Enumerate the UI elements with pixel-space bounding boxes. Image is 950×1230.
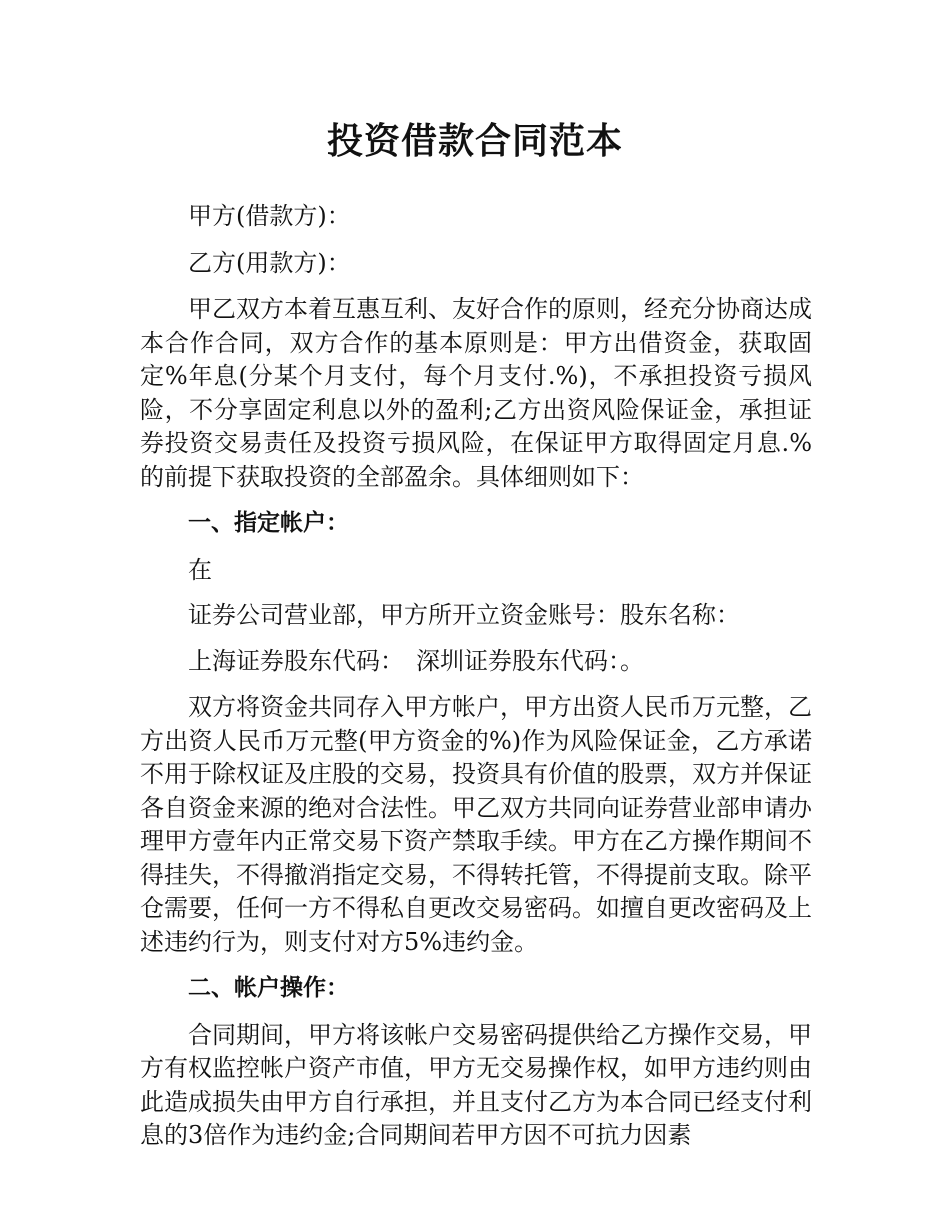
account-operation-paragraph: 合同期间，甲方将该帐户交易密码提供给乙方操作交易，甲方有权监控帐户资产市值，甲方无交易操作权，如甲方违约则由此造成损失由甲方自行承担，并且支付乙方为本合同已经支付利息的3倍作为违约金;合同期间若甲方因不可抗力因素 — [140, 1020, 812, 1149]
shareholder-code-line: 上海证券股东代码： 深圳证券股东代码：。 — [188, 646, 644, 675]
section-heading-designated-account: 一、指定帐户： — [188, 510, 349, 536]
section-heading-account-operation: 二、帐户操作： — [188, 975, 349, 1001]
account-number-line: 证券公司营业部，甲方所开立资金账号：股东名称： — [188, 601, 740, 629]
intro-paragraph: 甲乙双方本着互惠互利、友好合作的原则，经充分协商达成本合作合同，双方合作的基本原则是：甲方出借资金，获取固定%年息(分某个月支付，每个月支付.%)，不承担投资亏损风险，不分享固定利息以外的盈利;乙方出资风险保证金，承担证券投资交易责任及投资亏损风险，在保证甲方取得固定月息.%的前提下获取投资的全部盈余。具体细则如下： — [140, 295, 812, 491]
document-body — [140, 200, 812, 1166]
document-title: 投资借款合同范本 — [326, 121, 623, 162]
funds-deposit-paragraph: 双方将资金共同存入甲方帐户，甲方出资人民币万元整，乙方出资人民币万元整(甲方资金的%)作为风险保证金，乙方承诺不用于除权证及庄股的交易，投资具有价值的股票，双方并保证各自资金来源的绝对合法性。甲乙双方共同向证券营业部申请办理甲方壹年内正常交易下资产禁取手续。甲方在乙方操作期间不得挂失，不得撤消指定交易，不得转托管，不得提前支取。除平仓需要，任何一方不得私自更改交易密码。如擅自更改密码及上述违约行为，则支付对方5%违约金。 — [140, 693, 812, 956]
party-a-line: 甲方(借款方)： — [188, 202, 351, 230]
party-b-line: 乙方(用款方)： — [188, 248, 351, 277]
account-location-line: 在 — [188, 555, 212, 584]
